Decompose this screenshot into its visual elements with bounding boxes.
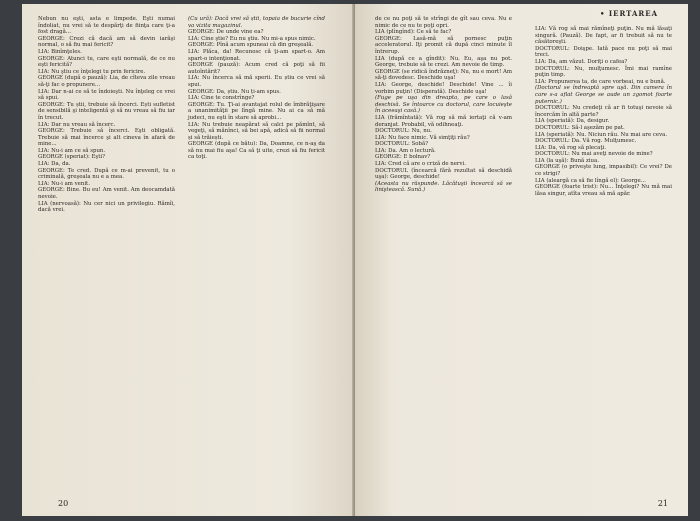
page-number-left: 20 [58, 499, 69, 508]
paragraph: (Fuge pe uşa din dreapta, pe care o lasă deschisă. Se întoarce cu doctorul, care locuieşte în aceeaşi casă.) [375, 95, 512, 115]
open-book [22, 4, 688, 516]
paragraph: GEORGE: Atunci tu, care eşti normală, de ce nu eşti fericită? [38, 55, 175, 69]
paragraph: GEORGE (foarte trist): Nu... Înţelegi? Nu mă mai lăsa singur, atîta vreau să mă apăr. [535, 184, 672, 197]
paragraph: GEORGE (o priveşte lung, impasibil): Ce vrei? De ce strigi? [535, 164, 672, 178]
paragraph: LIA: Dar n-ai ce să te îndoieşti. Nu înţeleg ce vrei să spui. [38, 88, 175, 102]
paragraph: LIA: Nu-i am ce să spun. [38, 147, 106, 154]
paragraph: LIA: Dar nu vreau să încerc. [38, 121, 116, 128]
paragraph: DOCTORUL: Sobă? [375, 141, 429, 148]
paragraph: DOCTORUL: Nu, nu. [375, 128, 432, 135]
paragraph: LIA: Nu ştiu ce înţelegi tu prin fericire. [38, 68, 146, 75]
paragraph: GEORGE: E bolnav? [375, 154, 431, 161]
paragraph: LIA (speriată): Da, desigur. [535, 118, 610, 125]
paragraph: LIA (după ce a gîndit): Nu. Eu, aşa nu pot. George, trebuie să te crezi. Am nevoie de timp. [375, 55, 512, 69]
paragraph: LIA (speriată): Nu. Niciun rău. Nu mai are ceva. [535, 131, 668, 138]
paragraph: Nebun nu eşti, asta e limpede. Eşti numai îndoliat, nu vrei să te despărţi de fiinţa care ţi-a fost dragă... [38, 16, 175, 36]
paragraph: GEORGE: Trebuie să încerci. Eşti obligată. Trebuie să mai încerce şi alt cineva în afară de mine... [38, 128, 175, 148]
paragraph: LIA: Cine ştie? Eu nu ştiu. Nu mi-a spus nimic. [188, 35, 316, 42]
paragraph: GEORGE: Da, știu. Nu ți-am spus. [188, 88, 281, 95]
running-head: • IERTAREA [599, 9, 658, 18]
paragraph: DOCTORUL: Să-l aşezăm pe pat. [535, 124, 625, 131]
paragraph: GEORGE: Lasă-mă să pornesc puţin acceleratorul. Iţi promit că după cinci minute îl întrerup. [375, 35, 512, 55]
paragraph: LIA: Nu încerca să mă sperii. Eu știu ce vrei să spui. [188, 75, 325, 88]
paragraph: GEORGE (speriat): Eşti? [38, 154, 105, 161]
paragraph: GEORGE: De unde vine ea? [188, 29, 264, 36]
left-page-column-1 [38, 16, 175, 214]
paragraph: GEORGE (se ridică îndrăzneţ): Nu, nu e mort! Am să-ţi dovedesc. Deschide uşa! [375, 68, 512, 82]
paragraph: GEORGE: Tu. Ţi-ai avantajat rolul de îmbrăţişare a unanimităţii pe lîngă mine. Nu ai ca să mă judeci, nu eşti în stare să aprobi... [188, 101, 325, 121]
paragraph: LIA: Da. Am o lectură. [375, 147, 436, 154]
paragraph: (Cu ură): Dacă vrei să știi, topaia de bucurie cînd va vizita magazinul. [188, 16, 325, 29]
paragraph: LIA: Da, vă rog să plecaţi. [535, 144, 606, 151]
paragraph: DOCTORUL: Da. Vă rog. Mulţumesc. [535, 138, 637, 145]
paragraph: LIA (la uşă): Bună ziua. [535, 157, 599, 164]
right-page [355, 4, 688, 516]
right-page-column-1 [375, 16, 512, 194]
paragraph: LIA: Cred că are o criză de nervi. [375, 161, 466, 168]
page-number-right: 21 [657, 499, 668, 508]
paragraph: GEORGE: Tu știi, trebuie să încerci. Ești sufletist de sensibilă şi inteligentă şi să nu vreau să fiu iar în trecut. [38, 101, 175, 121]
paragraph: GEORGE (pauză): Acum cred că poţi să fii autoîntărit? [188, 62, 325, 75]
paragraph: GEORGE (după ce bătu): Da, Doamne, ce n-aş da să nu mai fiu aşa! Ca să ţi uite, crezi să fiu fericit ca toţi. [188, 141, 325, 161]
paragraph: LIA: George, deschide! Deschide! Vine ... îi vorbim puţin! (Disperată). Deschide uşa! [375, 81, 512, 95]
paragraph: LIA: Nu-i am venit. [38, 180, 90, 187]
paragraph: LIA (aleargă ca să fie lîngă el): George... [535, 177, 646, 184]
paragraph: DOCTORUL (încearcă fără rezultat să deschidă uşa): George, deschide! [375, 167, 512, 181]
paragraph: LIA (frămîntată): Vă rog să mă iertaţi că v-am deranjat. Probabil, vă odihneaţi. [375, 114, 512, 128]
paragraph: DOCTORUL: Doişpe. Iată pace nu poţi să mai treci. [535, 45, 672, 59]
paragraph: LIA: Vă rog să mai rămîneţi puţin. Nu mă lăsaţi singură. (Pauză). De fapt, ar fi trebuit să nu te căsătoreşti. [535, 26, 672, 46]
paragraph: (Doctorul se îndreaptă spre uşă. Din camera în care s-a aflat George se aude un zgomot foarte puternic.) [535, 85, 672, 105]
paragraph: DOCTORUL: Nu mai aveţi nevoie de mine? [535, 151, 653, 158]
paragraph: GEORGE: Bine. Bu eu! Am venit. Am deocamdată nevoie. [38, 187, 175, 201]
paragraph: GEORGE (după o pauză): Lia, de cîteva zile vreau să-ţi fac o propunere... [38, 75, 175, 88]
paragraph: LIA: Da, da. [38, 161, 71, 168]
paragraph: GEORGE: Te cred. După ce m-ai prevenit, tu o criminală, greşeala nu e a mea. [38, 167, 175, 181]
paragraph: LIA: Da, am văzut. Doriţi o cafea? [535, 58, 628, 65]
paragraph: LIA (nervoasă): Nu cer nici un privilegiu. Rămîi, dacă vrei. [38, 200, 175, 214]
paragraph: DOCTORUL: Nu credeţi că ar fi totuşi nevoie să încercăm în altă parte? [535, 105, 672, 118]
paragraph: LIA: Plăca, da! Recunosc că ţi-am spart-o. Am spart-o intenţionat. [188, 48, 325, 62]
paragraph: LIA: Propunerea ta, de care vorbeai, nu e bună. [535, 78, 666, 85]
paragraph: LIA (plîngînd): Ce să te fac? [375, 29, 452, 36]
paragraph: GEORGE: Pînă acum spuneai că din greşeală. [188, 42, 314, 49]
paragraph: LIA: Nu trebuie neapărat să calci pe pămînt, să vegeţi, să mănînci, să bei apă, adică să fii normal și să trăiești. [188, 121, 325, 141]
paragraph: LIA: Nu face nimic. Vă simţiţi rău? [375, 134, 470, 141]
right-page-column-2 [535, 26, 672, 197]
paragraph: DOCTORUL: Nu, mulţumesc. Îmi mai ramîne puţin timp. [535, 65, 672, 79]
paragraph: LIA: Binîmţeles. [38, 48, 82, 55]
paragraph: GEORGE: Crezi că dacă am să devin iarăşi normal, o să fiu mai fericit? [38, 35, 175, 49]
paragraph: (Aceasta nu răspunde. Lăcătuşii încearcă să se liniştească. Sună.) [375, 180, 512, 194]
paragraph: de ce nu poţi să te strîngi de gît sau ceva. Nu e nimic de ce nu te poţi opri. [375, 16, 512, 29]
paragraph: LIA: Cine te constrînge? [188, 95, 255, 102]
left-page [22, 4, 355, 516]
left-page-column-2 [188, 16, 325, 161]
